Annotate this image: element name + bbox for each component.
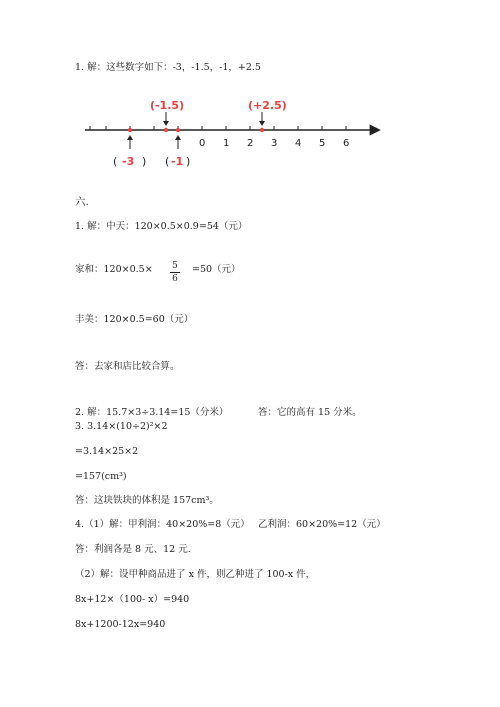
- p6-4-line1: 4.（1）解：甲利润：40×20%=8（元）: [75, 519, 250, 530]
- tick-label-5: 5: [319, 138, 326, 149]
- point-minus-1: [176, 128, 180, 132]
- p6-1-line3: 丰美：120×0.5=60（元）: [75, 314, 194, 325]
- p6-2-line2: 3. 3.14×(10÷2)²×2: [75, 421, 168, 432]
- label-minus-3-value: -3: [122, 155, 135, 168]
- fraction-bar: [170, 272, 180, 273]
- tick-label-0: 0: [199, 138, 206, 149]
- q1-text: 1. 解：这些数字如下：-3，-1.5，-1，+2.5: [75, 62, 261, 73]
- fraction-denominator: 6: [172, 274, 178, 284]
- fraction-5-6: [170, 261, 180, 284]
- tick-label-2: 2: [247, 138, 254, 149]
- p6-1-answer: 答：去家和店比较合算。: [75, 361, 180, 372]
- p6-2-line1: 2. 解：15.7×3÷3.14=15（分米）: [75, 407, 229, 418]
- tick-label-6: 6: [343, 138, 350, 149]
- p6-4-line5: 8x+1200-12x=940: [75, 619, 166, 630]
- p6-2-line1-answer: 答：它的高有 15 分米。: [258, 407, 362, 418]
- point-plus-2-5: [260, 128, 264, 132]
- p6-2-line4: =157(cm³): [75, 471, 127, 482]
- p6-1-line1: 1. 解：中天：120×0.5×0.9=54（元）: [75, 221, 248, 232]
- p6-4-line2: 答：利润各是 8 元、12 元.: [75, 544, 191, 555]
- label-minus-3-close: ): [142, 155, 147, 168]
- label-minus-1-value: -1: [171, 155, 184, 168]
- number-line: [80, 95, 390, 175]
- point-minus-3: [128, 128, 132, 132]
- label-minus-1-5: (-1.5): [150, 99, 185, 112]
- p6-1-line2-pre: 家和：120×0.5×: [75, 264, 153, 275]
- section-title: 六.: [75, 196, 89, 208]
- p6-1-line2-post: =50（元）: [192, 264, 241, 275]
- p6-2-answer: 答：这块铁块的体积是 157cm³。: [75, 495, 219, 506]
- label-plus-2-5: (+2.5): [248, 99, 287, 112]
- tick-label-1: 1: [223, 138, 230, 149]
- fraction-numerator: 5: [172, 261, 178, 271]
- p6-4-line1-right: 乙利润：60×20%=12（元）: [258, 519, 386, 530]
- point-minus-1-5: [164, 128, 168, 132]
- label-minus-3-open: (: [113, 155, 118, 168]
- label-minus-1-open: (: [165, 155, 170, 168]
- label-minus-1-close: ): [186, 155, 191, 168]
- p6-4-line4: 8x+12×（100- x）=940: [75, 594, 190, 605]
- p6-4-line3: （2）解：设甲种商品进了 x 件，则乙种进了 100-x 件，: [75, 569, 316, 580]
- tick-label-3: 3: [271, 138, 278, 149]
- tick-label-4: 4: [295, 138, 302, 149]
- p6-2-line3: =3.14×25×2: [75, 446, 139, 457]
